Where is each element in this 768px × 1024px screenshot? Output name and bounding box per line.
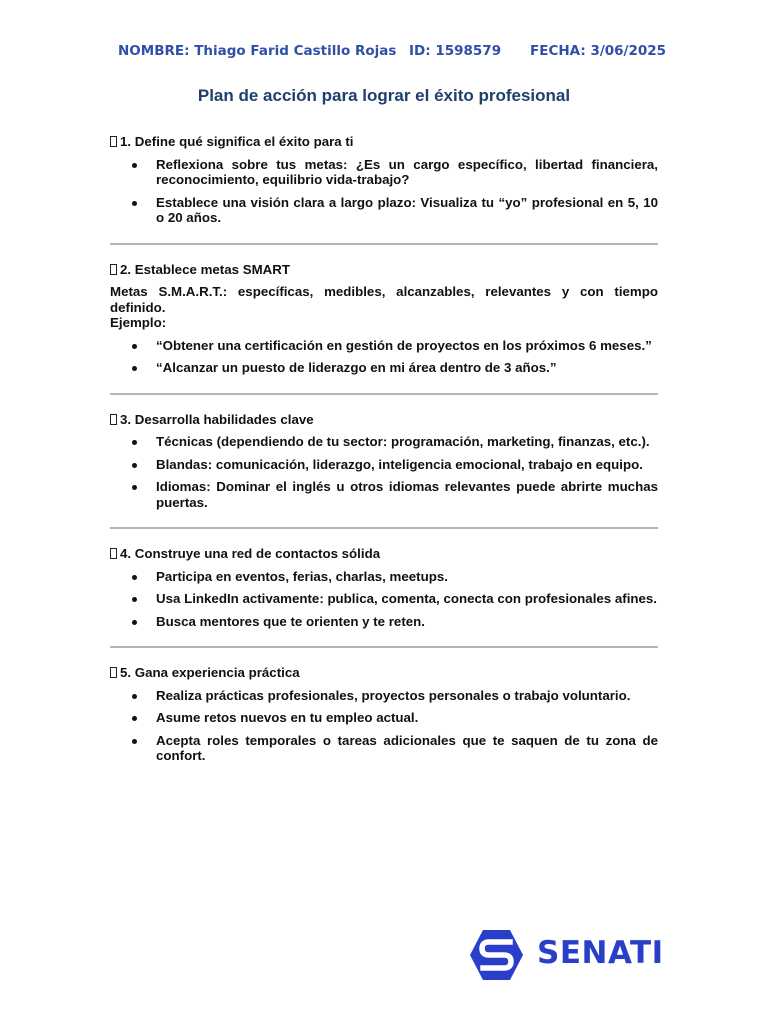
section-heading-text: 2. Establece metas SMART bbox=[120, 261, 290, 277]
document-header bbox=[0, 43, 768, 63]
bullet-list bbox=[110, 688, 658, 764]
missing-glyph-icon bbox=[110, 667, 117, 678]
list-item: Usa LinkedIn activamente: publica, comenta, conecta con profesionales afines. bbox=[110, 591, 658, 607]
section-heading-text: 1. Define qué significa el éxito para ti bbox=[120, 134, 354, 149]
list-item: Reflexiona sobre tus metas: ¿Es un cargo específico, libertad financiera, reconocimiento, equilibrio vida-trabajo? bbox=[110, 157, 658, 188]
section-1 bbox=[110, 134, 658, 245]
list-item: Asume retos nuevos en tu empleo actual. bbox=[110, 710, 658, 726]
section-heading-text: 3. Desarrolla habilidades clave bbox=[120, 411, 314, 427]
student-name: NOMBRE: Thiago Farid Castillo Rojas bbox=[118, 43, 397, 59]
senati-logo-icon bbox=[469, 929, 524, 981]
bullet-list bbox=[110, 157, 658, 226]
senati-logo-text: SENATI bbox=[537, 935, 664, 971]
document-body bbox=[110, 134, 658, 781]
student-id: ID: 1598579 bbox=[409, 43, 502, 59]
bullet-list bbox=[110, 434, 658, 510]
list-item: “Alcanzar un puesto de liderazgo en mi área dentro de 3 años.” bbox=[110, 360, 658, 376]
paragraph-block bbox=[110, 284, 658, 331]
list-item: Busca mentores que te orienten y te reten. bbox=[110, 614, 658, 630]
section-heading bbox=[110, 546, 658, 562]
bullet-list bbox=[110, 338, 658, 376]
section-heading-text: 5. Gana experiencia práctica bbox=[120, 665, 300, 680]
missing-glyph-icon bbox=[110, 414, 117, 425]
list-item: Blandas: comunicación, liderazgo, inteligencia emocional, trabajo en equipo. bbox=[110, 457, 658, 473]
section-heading bbox=[110, 412, 658, 428]
senati-logo bbox=[469, 929, 664, 981]
section-2 bbox=[110, 262, 658, 395]
missing-glyph-icon bbox=[110, 264, 117, 275]
missing-glyph-icon bbox=[110, 548, 117, 559]
section-5 bbox=[110, 665, 658, 781]
list-item: Idiomas: Dominar el inglés u otros idiomas relevantes puede abrirte muchas puertas. bbox=[110, 479, 658, 510]
list-item: Establece una visión clara a largo plazo: Visualiza tu “yo” profesional en 5, 10 o 20 años. bbox=[110, 195, 658, 226]
bullet-list bbox=[110, 569, 658, 630]
paragraph: Metas S.M.A.R.T.: específicas, medibles, alcanzables, relevantes y con tiempo definido. bbox=[110, 284, 658, 315]
section-3 bbox=[110, 412, 658, 530]
missing-glyph-icon bbox=[110, 136, 117, 147]
list-item: Técnicas (dependiendo de tu sector: programación, marketing, finanzas, etc.). bbox=[110, 434, 658, 450]
section-heading-text: 4. Construye una red de contactos sólida bbox=[120, 546, 381, 561]
list-item: Realiza prácticas profesionales, proyectos personales o trabajo voluntario. bbox=[110, 688, 658, 704]
example-label: Ejemplo: bbox=[110, 315, 167, 330]
section-heading bbox=[110, 134, 658, 150]
list-item: “Obtener una certificación en gestión de proyectos en los próximos 6 meses.” bbox=[110, 338, 658, 354]
list-item: Acepta roles temporales o tareas adicionales que te saquen de tu zona de confort. bbox=[110, 733, 658, 764]
section-heading bbox=[110, 262, 658, 278]
list-item: Participa en eventos, ferias, charlas, meetups. bbox=[110, 569, 658, 585]
page-title: Plan de acción para lograr el éxito profesional bbox=[197, 86, 571, 105]
document-date: FECHA: 3/06/2025 bbox=[530, 43, 667, 59]
section-heading bbox=[110, 665, 658, 681]
section-4 bbox=[110, 546, 658, 648]
